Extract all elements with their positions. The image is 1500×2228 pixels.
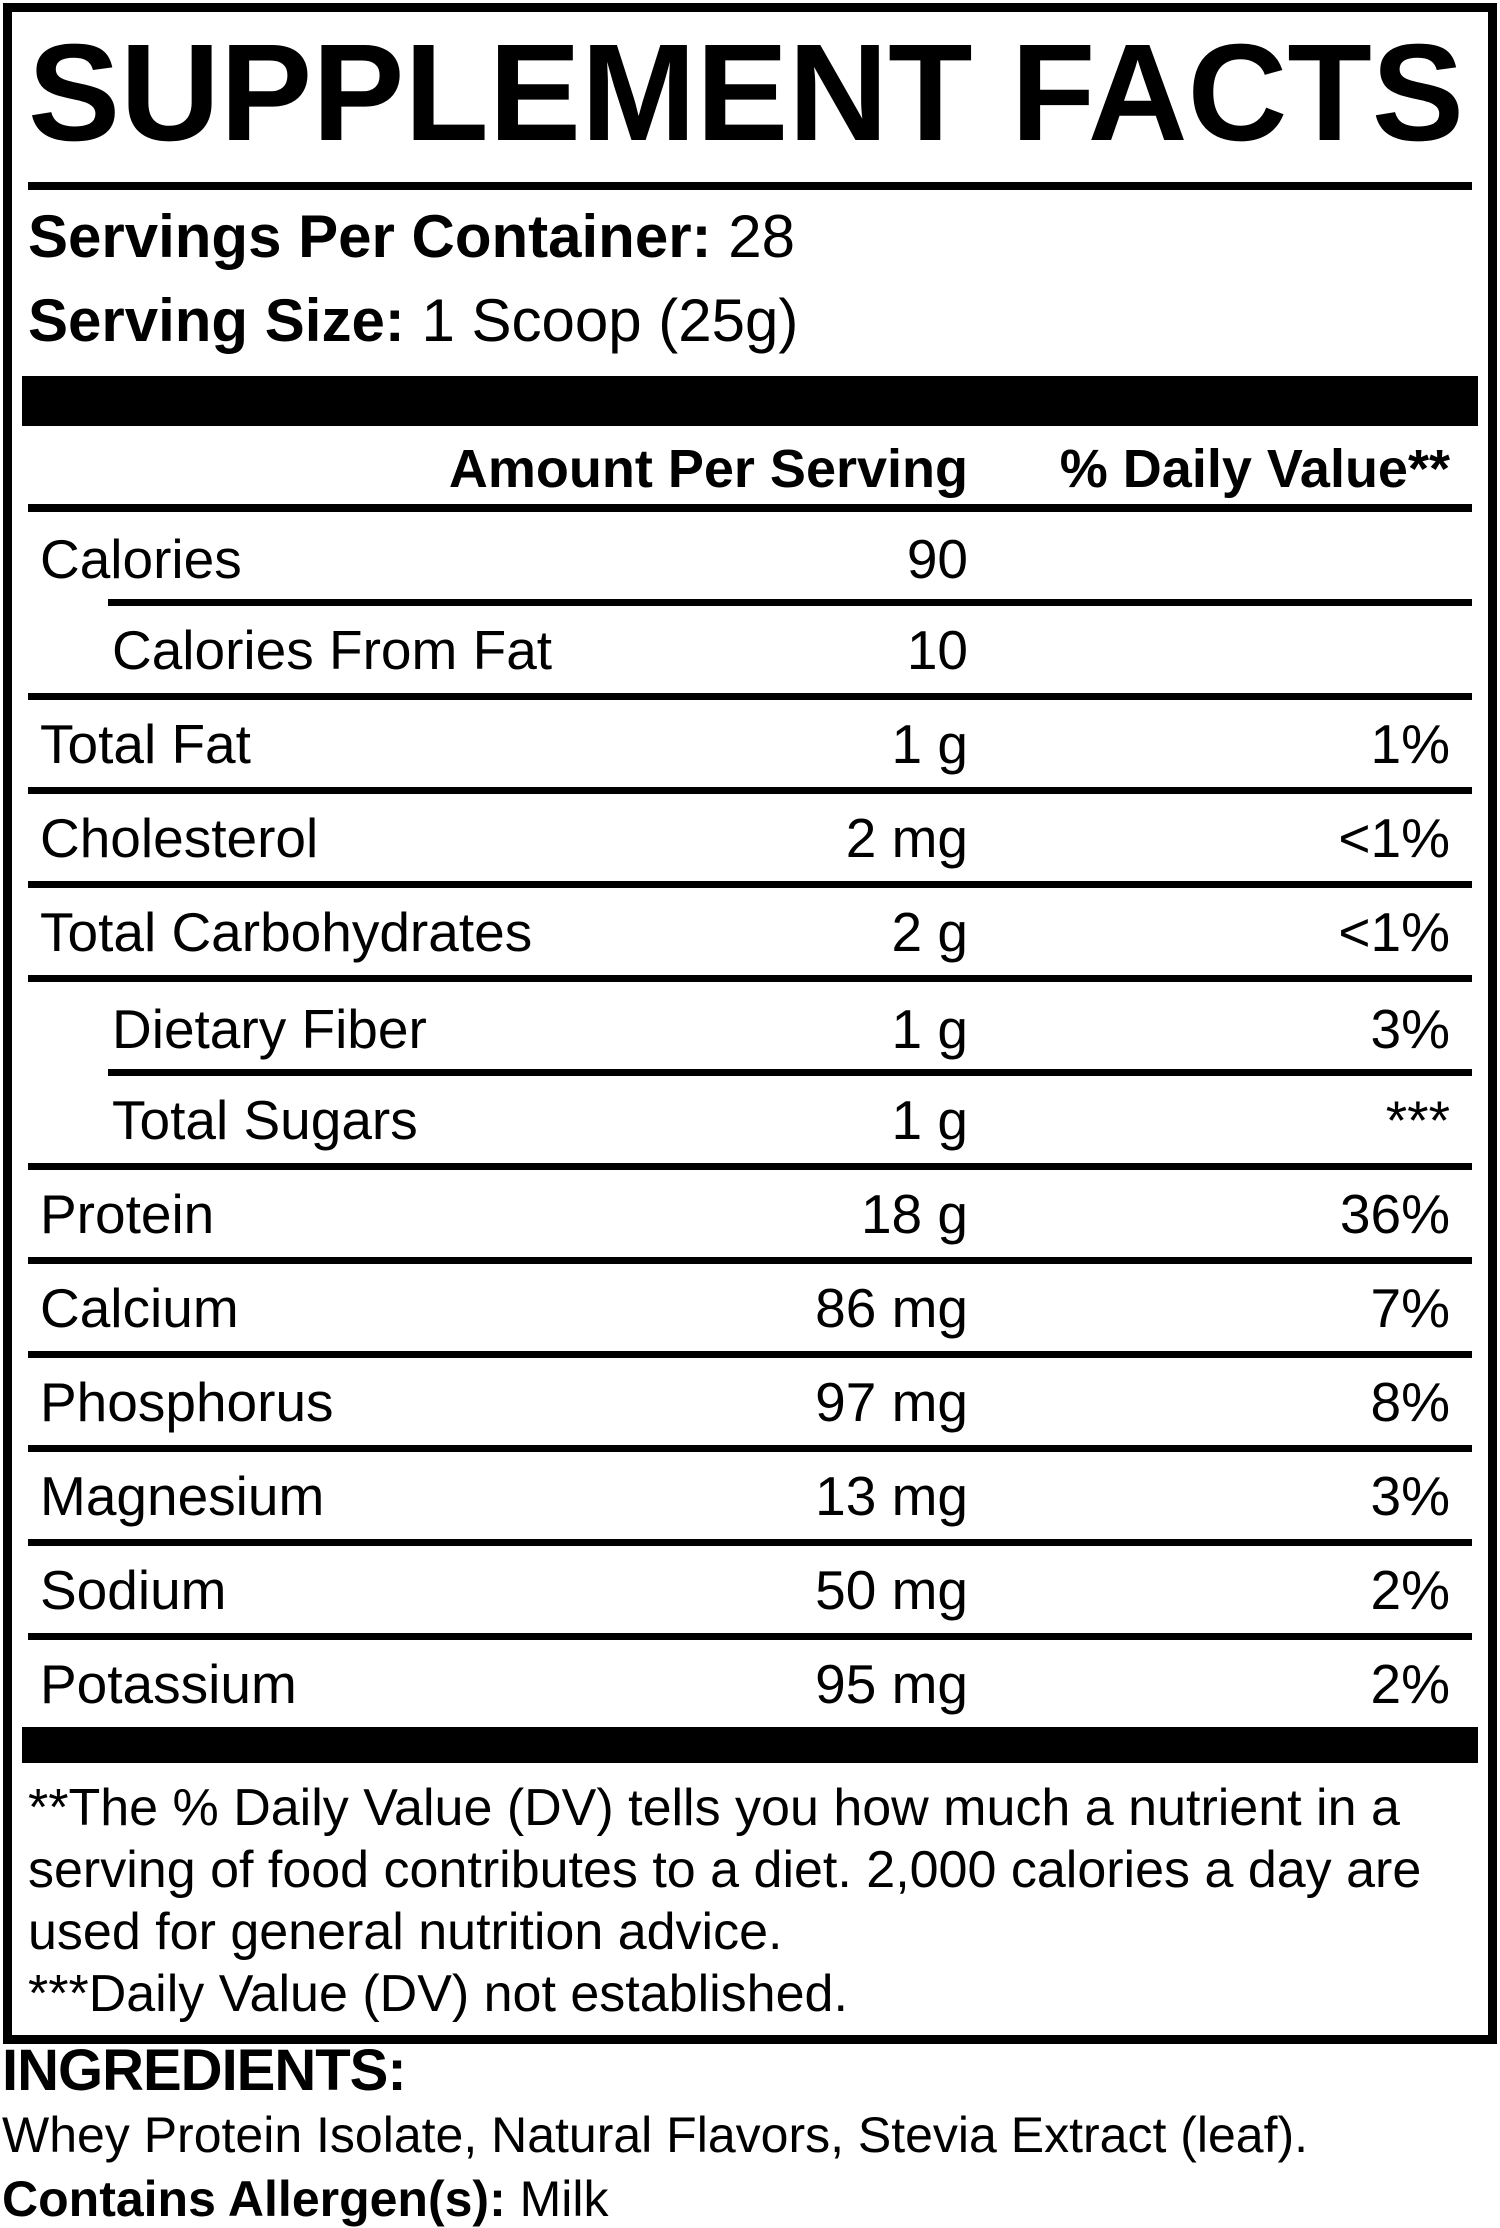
nutrient-name: Calories <box>40 528 242 590</box>
ingredients-heading: INGREDIENTS: <box>2 2038 406 2103</box>
table-row <box>28 512 1472 606</box>
nutrient-amount: 2 g <box>891 900 968 963</box>
nutrient-name: Calcium <box>40 1276 239 1339</box>
nutrient-name: Phosphorus <box>40 1370 334 1433</box>
table-row <box>28 1076 1472 1170</box>
footnote-line: serving of food contributes to a diet. 2,000 calories a day are <box>28 1841 1422 1899</box>
nutrient-amount: 10 <box>906 618 968 681</box>
title-divider <box>28 182 1472 190</box>
table-row <box>28 1264 1472 1358</box>
amount-per-serving-header: Amount Per Serving <box>448 439 968 499</box>
nutrient-amount: 1 g <box>891 998 968 1060</box>
nutrient-name: Potassium <box>40 1652 297 1715</box>
table-row <box>28 1546 1472 1640</box>
table-row <box>28 1452 1472 1546</box>
ingredients-section <box>2 2040 1498 2228</box>
table-row <box>28 606 1472 700</box>
table-row <box>28 1358 1472 1452</box>
table-row <box>28 888 1472 982</box>
footnotes <box>28 1763 1472 2035</box>
nutrient-amount: 95 mg <box>815 1652 968 1715</box>
serving-size-label: Serving Size: <box>28 287 405 354</box>
nutrient-name: Cholesterol <box>40 806 319 869</box>
nutrient-dv: *** <box>1385 1088 1450 1151</box>
serving-size <box>28 286 1472 356</box>
nutrient-name: Total Carbohydrates <box>40 900 533 963</box>
nutrient-amount: 90 <box>906 528 968 590</box>
table-row <box>28 794 1472 888</box>
nutrient-amount: 86 mg <box>815 1276 968 1339</box>
panel-title-graphic <box>28 28 1468 160</box>
nutrient-dv: 36% <box>1339 1182 1450 1245</box>
nutrient-name: Protein <box>40 1182 215 1245</box>
nutrient-dv: <1% <box>1338 900 1450 963</box>
nutrient-amount: 1 g <box>891 1088 968 1151</box>
daily-value-header: % Daily Value** <box>1059 439 1450 499</box>
footnote-line: ***Daily Value (DV) not established. <box>28 1965 848 2023</box>
nutrient-amount: 2 mg <box>845 806 968 869</box>
table-row <box>28 700 1472 794</box>
nutrient-name: Dietary Fiber <box>112 998 427 1060</box>
nutrient-dv: 3% <box>1370 1464 1450 1527</box>
nutrient-name: Total Sugars <box>112 1088 418 1151</box>
nutrient-amount: 18 g <box>860 1182 968 1245</box>
nutrient-dv: 3% <box>1370 998 1450 1060</box>
nutrient-name: Magnesium <box>40 1464 325 1527</box>
footnote-line: **The % Daily Value (DV) tells you how much a nutrient in a <box>28 1779 1400 1837</box>
section-bar-bottom <box>22 1727 1478 1763</box>
allergen-label: Contains Allergen(s): <box>2 2171 506 2227</box>
nutrient-amount: 97 mg <box>815 1370 968 1433</box>
nutrient-dv: 2% <box>1370 1558 1450 1621</box>
footnote-line: used for general nutrition advice. <box>28 1903 783 1961</box>
ingredients-list: Whey Protein Isolate, Natural Flavors, Stevia Extract (leaf). <box>2 2107 1309 2163</box>
table-row <box>28 1640 1472 1727</box>
nutrient-dv: 2% <box>1370 1652 1450 1715</box>
nutrient-dv: 1% <box>1370 712 1450 775</box>
page-title: SUPPLEMENT FACTS <box>28 28 1464 160</box>
servings-per-container <box>28 202 1472 272</box>
nutrient-amount: 50 mg <box>815 1558 968 1621</box>
nutrient-amount: 1 g <box>891 712 968 775</box>
table-header-row <box>28 426 1472 512</box>
nutrient-name: Sodium <box>40 1558 227 1621</box>
nutrient-name: Total Fat <box>40 712 251 775</box>
nutrient-name: Calories From Fat <box>112 618 553 681</box>
supplement-facts-panel <box>3 3 1497 2044</box>
nutrient-amount: 13 mg <box>815 1464 968 1527</box>
section-bar-top <box>22 376 1478 426</box>
servings-per-container-value: 28 <box>728 203 795 270</box>
nutrient-dv: 8% <box>1370 1370 1450 1433</box>
servings-per-container-label: Servings Per Container: <box>28 203 712 270</box>
table-row <box>28 982 1472 1076</box>
nutrient-dv: <1% <box>1338 806 1450 869</box>
serving-size-value: 1 Scoop (25g) <box>421 287 799 354</box>
allergen-value: Milk <box>519 2171 609 2227</box>
nutrient-dv: 7% <box>1370 1276 1450 1339</box>
table-row <box>28 1170 1472 1264</box>
allergen-line <box>2 2170 1498 2228</box>
